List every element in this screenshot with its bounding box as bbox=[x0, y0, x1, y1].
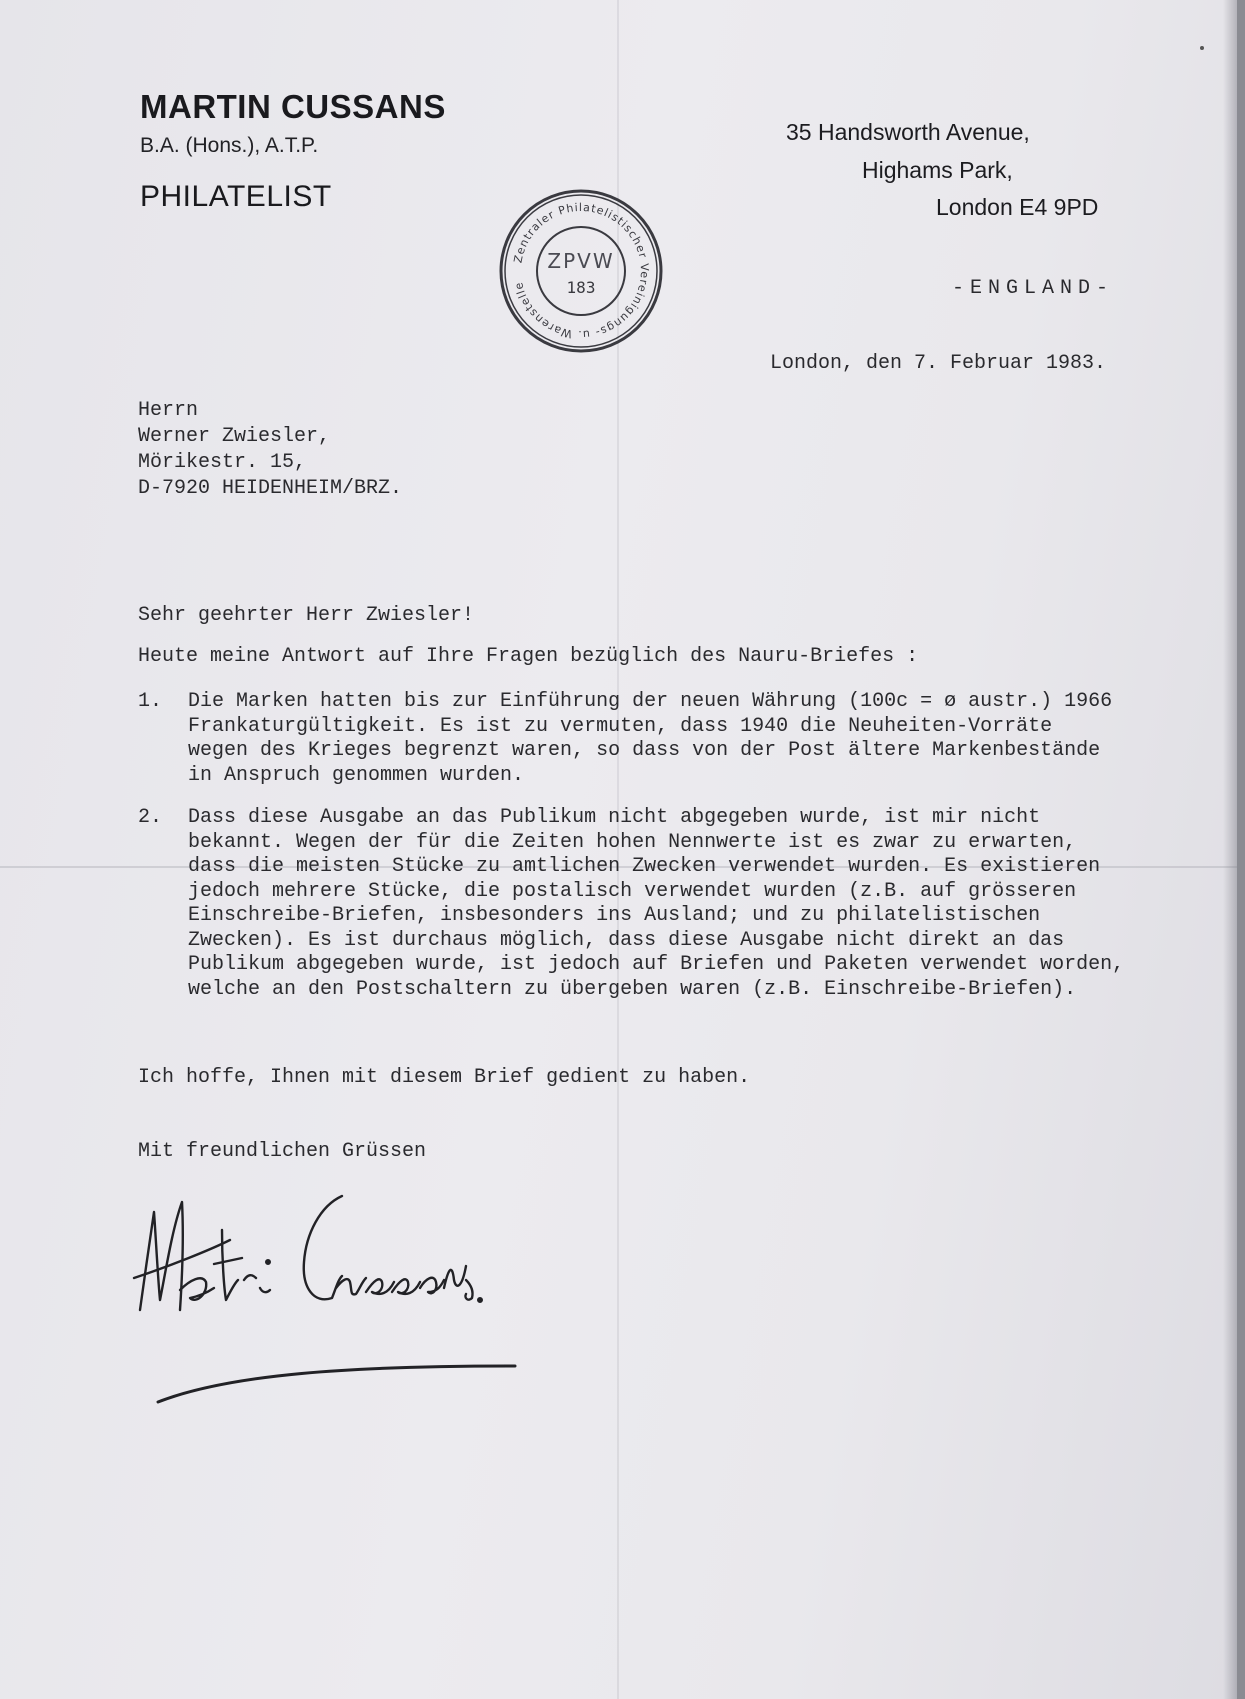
item-1-text bbox=[188, 690, 1112, 788]
sender-country: -ENGLAND- bbox=[952, 277, 1115, 300]
recipient-address bbox=[138, 398, 402, 502]
paragraph-line: Die Marken hatten bis zur Einführung der neuen Währung (100c = ø austr.) 1966 bbox=[188, 690, 1113, 713]
item-2-text bbox=[188, 806, 1124, 1002]
stamp-outer-text: Zentraler Philatelistischer Vereinigungs- u. Warenstelle bbox=[511, 200, 652, 342]
paper-edge-shadow bbox=[1223, 0, 1237, 1699]
recipient-line: Werner Zwiesler, bbox=[138, 425, 331, 448]
paragraph-line: Zwecken). Es ist durchaus möglich, dass diese Ausgabe nicht direkt an das bbox=[188, 928, 1065, 952]
paragraph-line: wegen des Krieges begrenzt waren, so dass von der Post ältere Markenbestände bbox=[188, 739, 1101, 762]
paragraph-line: in Anspruch genommen wurden. bbox=[188, 763, 525, 787]
regards-line: Mit freundlichen Grüssen bbox=[138, 1140, 427, 1163]
stamp-number: 183 bbox=[566, 278, 596, 297]
letter-date: London, den 7. Februar 1983. bbox=[770, 352, 1107, 375]
sender-address-line-2: Highams Park, bbox=[862, 157, 1013, 183]
paragraph-line: Einschreibe-Briefen, insbesonders ins Ausland; und zu philatelistischen bbox=[188, 904, 1041, 927]
paragraph-line: jedoch mehrere Stücke, die postalisch verwendet wurden (z.B. auf grösseren bbox=[188, 879, 1077, 903]
letterhead-name: MARTIN CUSSANS bbox=[140, 88, 446, 125]
recipient-line: D-7920 HEIDENHEIM/BRZ. bbox=[138, 477, 403, 500]
sender-address-line-1: 35 Handsworth Avenue, bbox=[786, 119, 1030, 145]
paper-speck bbox=[1200, 46, 1204, 50]
paragraph-line: Frankaturgültigkeit. Es ist zu vermuten, dass 1940 die Neuheiten-Vorräte bbox=[188, 714, 1053, 738]
paragraph-line: Dass diese Ausgabe an das Publikum nicht abgegeben wurde, ist mir nicht bbox=[188, 806, 1041, 829]
intro-line: Heute meine Antwort auf Ihre Fragen bezüglich des Nauru-Briefes : bbox=[138, 645, 919, 668]
stamp-abbrev: ZPVW bbox=[547, 249, 615, 273]
paragraph-line: bekannt. Wegen der für die Zeiten hohen Nennwerte ist es zwar zu erwarten, bbox=[188, 830, 1077, 854]
paragraph-line: Publikum abgegeben wurde, ist jedoch auf Briefen und Paketen verwendet worden, bbox=[188, 953, 1125, 976]
closing-line: Ich hoffe, Ihnen mit diesem Brief gedient zu haben. bbox=[138, 1066, 751, 1089]
item-number: 1. bbox=[138, 690, 163, 713]
recipient-line: Herrn bbox=[138, 399, 199, 422]
letterhead-profession: PHILATELIST bbox=[140, 180, 332, 213]
sender-address-line-3: London E4 9PD bbox=[936, 194, 1099, 220]
paragraph-line: welche an den Postschaltern zu übergeben waren (z.B. Einschreibe-Briefen). bbox=[188, 977, 1077, 1001]
recipient-line: Mörikestr. 15, bbox=[138, 451, 307, 474]
letterhead-credentials: B.A. (Hons.), A.T.P. bbox=[140, 134, 319, 157]
paragraph-line: dass die meisten Stücke zu amtlichen Zwecken verwendet wurden. Es existieren bbox=[188, 855, 1101, 878]
salutation: Sehr geehrter Herr Zwiesler! bbox=[138, 604, 475, 627]
circular-rubber-stamp bbox=[496, 186, 666, 356]
handwritten-signature bbox=[110, 1170, 570, 1420]
item-number: 2. bbox=[138, 806, 163, 829]
